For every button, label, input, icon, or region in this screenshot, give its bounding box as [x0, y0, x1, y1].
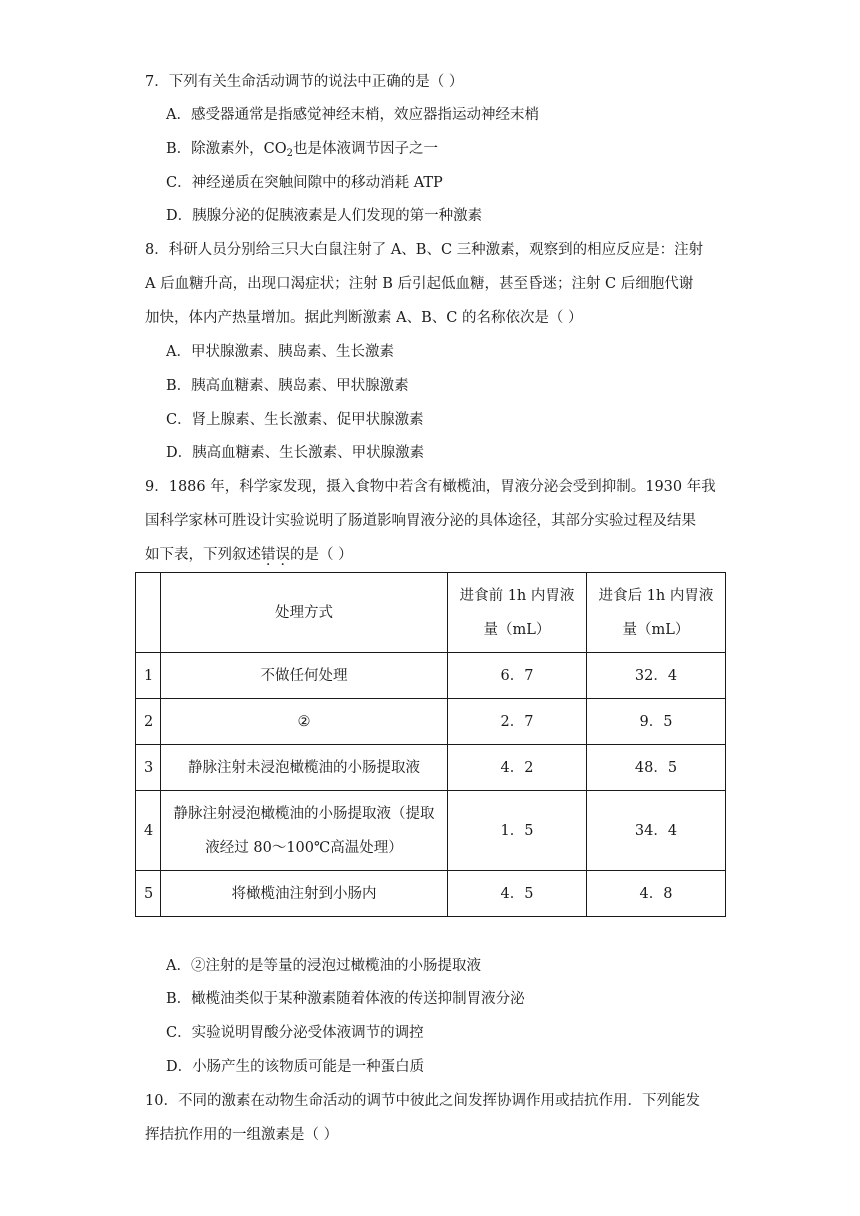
- q8-option-b: B．胰高血糖素、胰岛素、甲状腺激素: [166, 378, 409, 394]
- row-after: 4．8: [587, 871, 726, 917]
- row-before: 4．5: [448, 871, 587, 917]
- q9-option-c: C．实验说明胃酸分泌受体液调节的调控: [166, 1025, 424, 1041]
- header-before-cell: [448, 573, 587, 653]
- table-row: [136, 791, 726, 871]
- q9-option-d: D．小肠产生的该物质可能是一种蛋白质: [166, 1059, 425, 1075]
- row-before: 2．7: [448, 699, 587, 745]
- q9-stem-line3-pre: 如下表，下列叙述: [145, 547, 261, 563]
- row-number: 4: [136, 791, 161, 871]
- q8-option-a: A．甲状腺激素、胰岛素、生长激素: [166, 344, 394, 360]
- q9-option-b: B．橄榄油类似于某种激素随着体液的传送抑制胃液分泌: [166, 991, 525, 1007]
- q9-stem-line3: [145, 545, 353, 565]
- q7-option-a: A．感受器通常是指感觉神经末梢，效应器指运动神经末梢: [166, 107, 539, 123]
- q9-stem-line3-post: 的是（ ）: [290, 547, 353, 563]
- table-row: [136, 699, 726, 745]
- q7-option-b: [166, 139, 438, 159]
- row-number: 3: [136, 745, 161, 791]
- q8-stem-line2: A 后血糖升高，出现口渴症状；注射 B 后引起低血糖，甚至昏迷；注射 C 后细胞代谢: [145, 276, 694, 292]
- q9-stem-line2: 国科学家林可胜设计实验说明了肠道影响胃液分泌的具体途径，其部分实验过程及结果: [145, 513, 696, 529]
- q7-option-b-pre: B．除激素外，CO: [166, 141, 287, 157]
- row-after: 34．4: [587, 791, 726, 871]
- table-row: [136, 745, 726, 791]
- row-after: 32．4: [587, 653, 726, 699]
- experiment-table: [135, 572, 726, 917]
- header-after-line2: 量（mL）: [622, 621, 690, 638]
- row-after: 48．5: [587, 745, 726, 791]
- row-method-line1: 静脉注射浸泡橄榄油的小肠提取液（提取: [173, 805, 435, 822]
- row-before: 1．5: [448, 791, 587, 871]
- q9-option-a: A．②注射的是等量的浸泡过橄榄油的小肠提取液: [166, 958, 481, 974]
- q8-stem-line1: 8．科研人员分别给三只大白鼠注射了 A、B、C 三种激素，观察到的相应反应是：注射: [145, 242, 704, 258]
- row-method: 静脉注射未浸泡橄榄油的小肠提取液: [161, 745, 448, 791]
- row-method: [161, 791, 448, 871]
- row-method: ②: [161, 699, 448, 745]
- row-before: 6．7: [448, 653, 587, 699]
- header-before-line1: 进食前 1h 内胃液: [459, 587, 575, 604]
- q10-stem-line2: 挥拮抗作用的一组激素是（ ）: [145, 1127, 339, 1143]
- q10-stem-line1: 10．不同的激素在动物生命活动的调节中彼此之间发挥协调作用或拮抗作用．下列能发: [145, 1093, 700, 1109]
- table-row: [136, 653, 726, 699]
- row-before: 4．2: [448, 745, 587, 791]
- header-no-cell: [136, 573, 161, 653]
- q7-stem: 7．下列有关生命活动调节的说法中正确的是（ ）: [145, 74, 464, 90]
- header-after-cell: [587, 573, 726, 653]
- header-after-line1: 进食后 1h 内胃液: [598, 587, 714, 604]
- q8-option-c: C．肾上腺素、生长激素、促甲状腺激素: [166, 412, 424, 428]
- q8-option-d: D．胰高血糖素、生长激素、甲状腺激素: [166, 445, 425, 461]
- q8-stem-line3: 加快，体内产热量增加。据此判断激素 A、B、C 的名称依次是（ ）: [145, 310, 583, 326]
- row-after: 9．5: [587, 699, 726, 745]
- q7-option-b-post: 也是体液调节因子之一: [293, 141, 439, 157]
- q9-stem-line1: 9．1886 年，科学家发现，摄入食物中若含有橄榄油，胃液分泌会受到抑制。1930 年我: [145, 479, 716, 495]
- row-method: 将橄榄油注射到小肠内: [161, 871, 448, 917]
- row-number: 5: [136, 871, 161, 917]
- table-row: [136, 871, 726, 917]
- row-number: 1: [136, 653, 161, 699]
- emphasis-char-1: 错: [261, 547, 276, 563]
- q7-option-d: D．胰腺分泌的促胰液素是人们发现的第一种激素: [166, 208, 483, 224]
- table-header-row: [136, 573, 726, 653]
- q7-option-c: C．神经递质在突触间隙中的移动消耗 ATP: [166, 175, 443, 191]
- emphasis-char-2: 误: [275, 547, 290, 563]
- row-method-line2: 液经过 80～100℃高温处理）: [205, 839, 403, 856]
- header-method-cell: 处理方式: [161, 573, 448, 653]
- header-before-line2: 量（mL）: [483, 621, 551, 638]
- row-method: 不做任何处理: [161, 653, 448, 699]
- q7-option-b-sub: 2: [286, 148, 294, 159]
- row-number: 2: [136, 699, 161, 745]
